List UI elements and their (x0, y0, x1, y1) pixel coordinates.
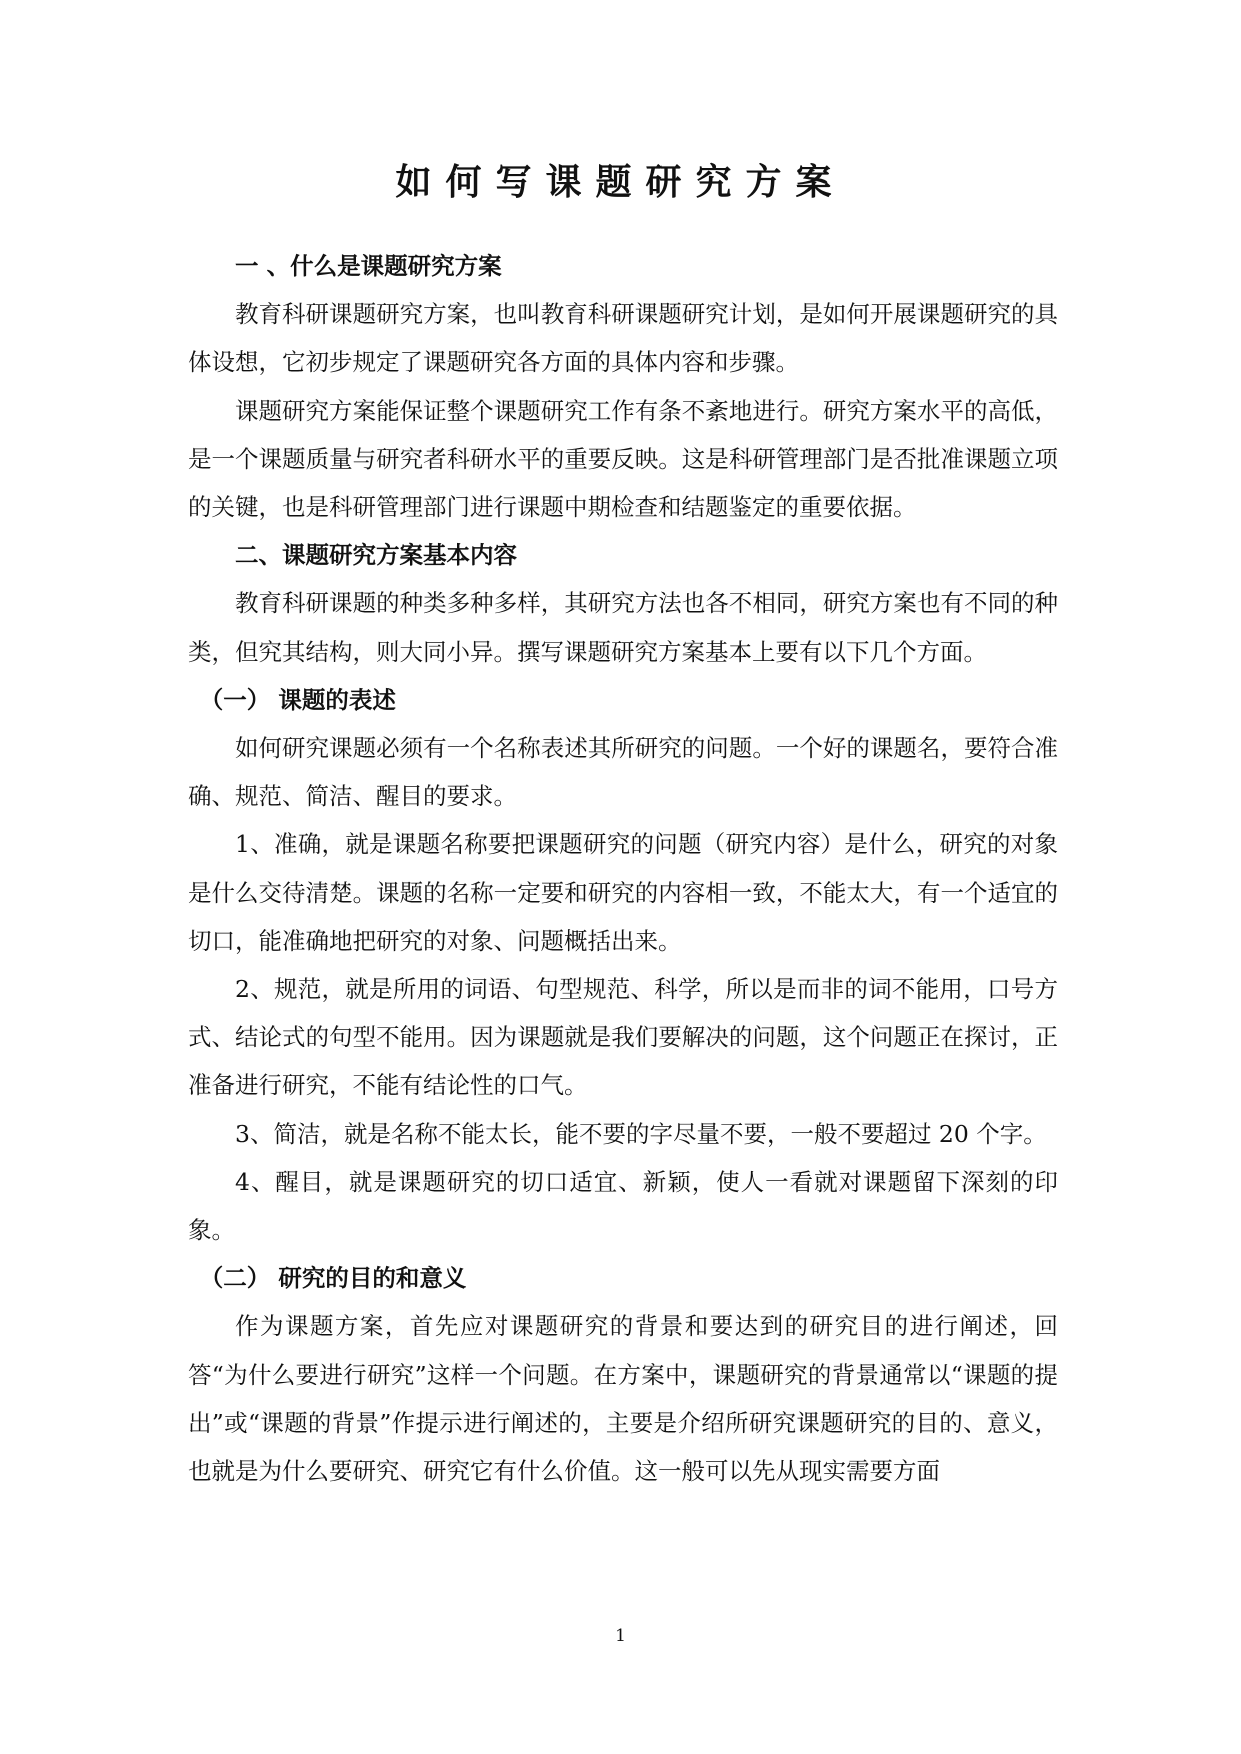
paragraph: 课题研究方案能保证整个课题研究工作有条不紊地进行。研究方案水平的高低，是一个课题质量与研究者科研水平的重要反映。这是科研管理部门是否批准课题立项的关键，也是科研管理部门进行课题中期检查和结题鉴定的重要依据。 (188, 396, 1058, 522)
page-number: 1 (615, 1626, 626, 1646)
list-item: 2、规范，就是所用的词语、句型规范、科学，所以是而非的词不能用，口号方式、结论式的句型不能用。因为课题就是我们要解决的问题，这个问题正在探讨，正准备进行研究，不能有结论性的口气。 (188, 975, 1058, 1100)
section-heading: 二、课题研究方案基本内容 (235, 541, 517, 570)
paragraph: 教育科研课题研究方案，也叫教育科研课题研究计划，是如何开展课题研究的具体设想，它初步规定了课题研究各方面的具体内容和步骤。 (188, 300, 1058, 377)
paragraph: 作为课题方案，首先应对课题研究的背景和要达到的研究目的进行阐述，回答“为什么要进行研究”这样一个问题。在方案中，课题研究的背景通常以“课题的提出”或“课题的背景”作提示进行阐述的，主要是介绍所研究课题研究的目的、意义，也就是为什么要研究、研究它有什么价值。这一般可以先从现实需要方面 (188, 1312, 1058, 1486)
subsection-heading: （一） 课题的表述 (199, 685, 396, 714)
list-item: 3、简洁，就是名称不能太长，能不要的字尽量不要，一般不要超过 20 个字。 (235, 1119, 1047, 1148)
paragraph: 如何研究课题必须有一个名称表述其所研究的问题。一个好的课题名，要符合准确、规范、简洁、醒目的要求。 (188, 734, 1058, 811)
paragraph: 教育科研课题的种类多种多样，其研究方法也各不相同，研究方案也有不同的种类，但究其结构，则大同小异。撰写课题研究方案基本上要有以下几个方面。 (188, 589, 1058, 666)
subsection-heading: （二） 研究的目的和意义 (199, 1264, 467, 1293)
list-item: 4、醒目，就是课题研究的切口适宜、新颖，使人一看就对课题留下深刻的印象。 (188, 1167, 1058, 1245)
document-title: 如何写课题研究方案 (395, 161, 846, 203)
section-heading: 一 、什么是课题研究方案 (235, 252, 502, 280)
document-body (188, 242, 1058, 1495)
list-item: 1、准确，就是课题名称要把课题研究的问题（研究内容）是什么，研究的对象是什么交待清楚。课题的名称一定要和研究的内容相一致，不能太大，有一个适宜的切口，能准确地把研究的对象、问题概括出来。 (188, 830, 1058, 955)
